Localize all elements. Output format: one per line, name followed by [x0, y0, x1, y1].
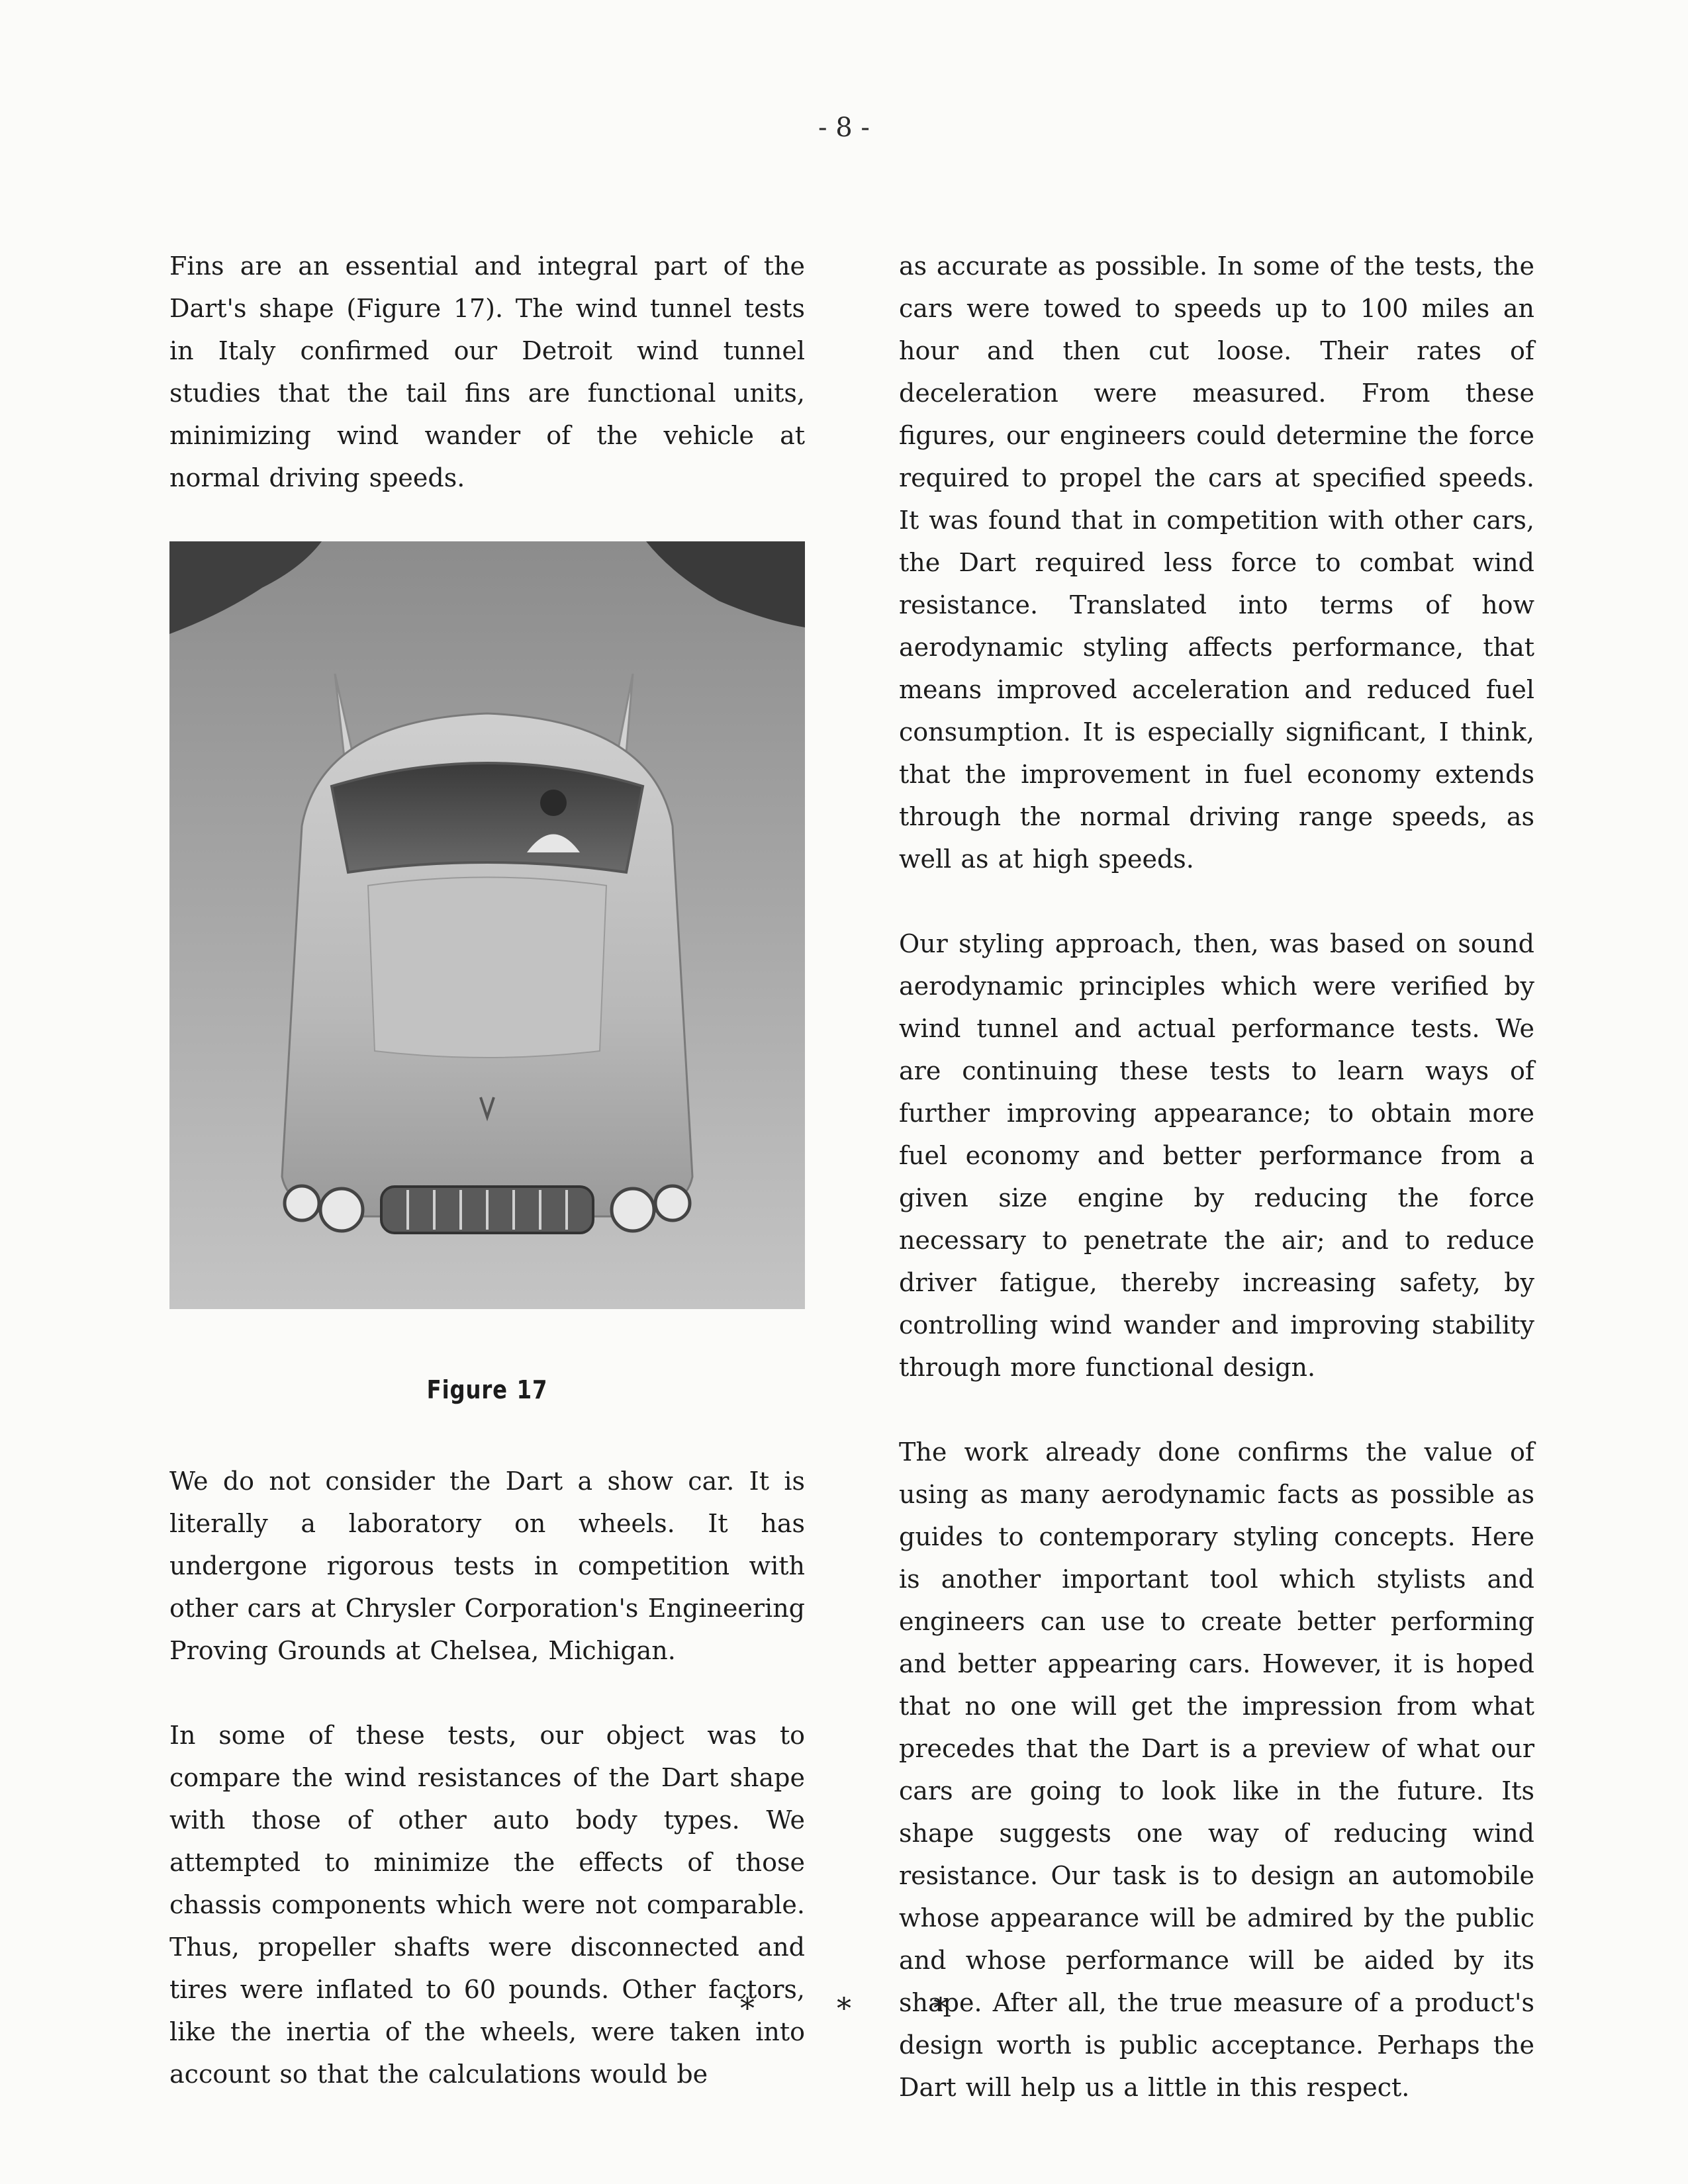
paragraph-styling-approach: Our styling approach, then, was based on sound aerodynamic principles which were verified by wind tunnel and actual performance tests. We are continuing these tests to learn ways of further improving appearance; to obtain more fuel economy and better performance from a given size engine by reducing the force necessary to penetrate the air; and to reduce driver fatigue, thereby increasing safety, by controlling wind wander and improving stability through more functional design.	[899, 929, 1534, 1382]
left-column	[169, 245, 805, 2095]
figure-17-photo	[169, 541, 805, 1309]
figure-caption: Figure 17	[426, 1375, 548, 1404]
right-column	[899, 245, 1534, 2109]
paragraph-tests: In some of these tests, our object was to compare the wind resistances of the Dart shape with those of other auto body types. We attempted to minimize the effects of those chassis components which were not comparable. Thus, propeller shafts were disconnected and tires were inflated to 60 pounds. Other factors, like the inertia of the wheels, were taken into account so that the calculations would be	[169, 1721, 805, 2089]
paragraph-conclusion: The work already done confirms the value of using as many aerodynamic facts as possible as guides to contemporary styling concepts. Here is another important tool which stylists and engineers can use to create better performing and better appearing cars. However, it is hoped that no one will get the impression from what precedes that the Dart is a preview of what our cars are going to look like in the future. Its shape suggests one way of reducing wind resistance. Our task is to design an automobile whose appearance will be admired by the public and whose performance will be aided by its shape. After all, the true measure of a product's design worth is public acceptance. Perhaps the Dart will help us a little in this respect.	[899, 1437, 1534, 2102]
dart-car-photo	[169, 541, 805, 1309]
paragraph-laboratory: We do not consider the Dart a show car. It is literally a laboratory on wheels. It has undergone rigorous tests in competition with other cars at Chrysler Corporation's Engineering Proving Grounds at Chelsea, Michigan.	[169, 1467, 805, 1665]
paragraph-deceleration: as accurate as possible. In some of the tests, the cars were towed to speeds up to 100 miles an hour and then cut loose. Their rates of deceleration were measured. From these figures, our engineers could determine the force required to propel the cars at specified speeds. It was found that in competition with other cars, the Dart required less force to combat wind resistance. Translated into terms of how aerodynamic styling affects performance, that means improved acceleration and reduced fuel consumption. It is especially significant, I think, that the improvement in fuel economy extends through the normal driving range speeds, as well as at high speeds.	[899, 251, 1534, 874]
end-mark: * * *	[740, 1992, 948, 2026]
paragraph-fins: Fins are an essential and integral part of the Dart's shape (Figure 17). The wind tunnel tests in Italy confirmed our Detroit wind tunnel studies that the tail fins are functional units, minimizing wind wander of the vehicle at normal driving speeds.	[169, 251, 805, 492]
page-number: - 8 -	[818, 113, 870, 143]
